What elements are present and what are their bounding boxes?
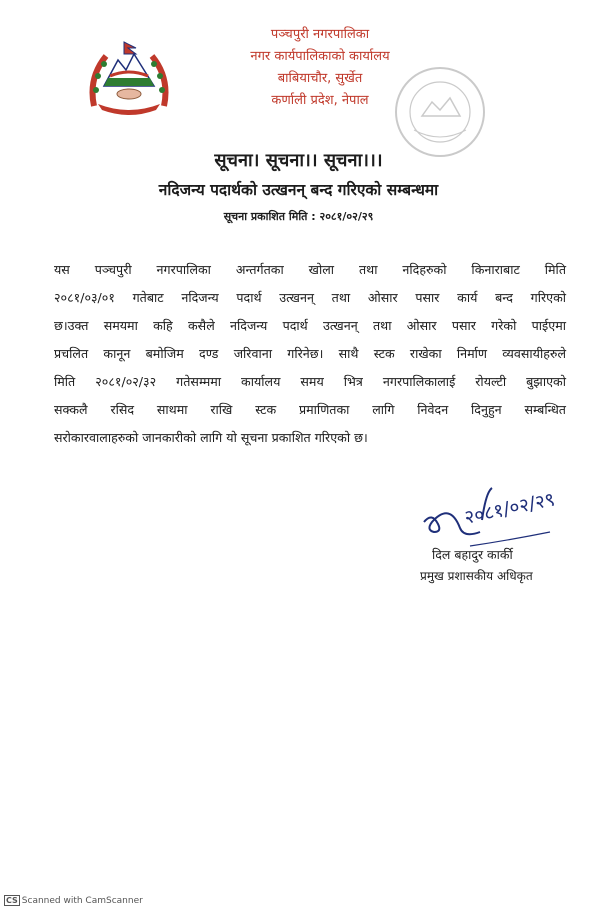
nepal-emblem-icon — [86, 38, 172, 118]
notice-body — [54, 256, 566, 452]
scanner-text: Scanned with CamScanner — [21, 896, 143, 906]
body-line: सक्कलै रसिद साथमा राखि स्टक प्रमाणितका लागि निवेदन दिनुहुन सम्बन्धित — [54, 402, 566, 417]
body-line: २०८१/०३/०१ गतेबाट नदिजन्य पदार्थ उत्खनन् तथा ओसार पसार कार्य बन्द गरिएको — [54, 290, 566, 305]
province-country: कर्णाली प्रदेश, नेपाल — [271, 93, 369, 108]
handwritten-date: २०८१/०२/२९ — [462, 488, 557, 529]
body-line: मिति २०८१/०२/३२ गतेसम्ममा कार्यालय समय भित्र नगरपालिकालाई रोयल्टी बुझाएको — [54, 374, 566, 389]
body-line: छ।उक्त समयमा कहि कसैले नदिजन्य पदार्थ उत्खनन् तथा ओसार पसार गरेको पाईएमा — [54, 318, 566, 333]
body-line: यस पञ्चपुरी नगरपालिका अन्तर्गतका खोला तथा नदिहरुको किनाराबाट मिति — [54, 262, 566, 277]
office-address: बाबियाचौर, सुर्खेत — [277, 71, 363, 86]
handwritten-signature — [420, 482, 570, 552]
notice-title: सूचना। सूचना।। सूचना।।। — [214, 150, 383, 171]
signatory-title: प्रमुख प्रशासकीय अधिकृत — [420, 569, 533, 583]
body-line: प्रचलित कानून बमोजिम दण्ड जरिवाना गरिनेछ। साथै स्टक राखेका निर्माण व्यवसायीहरुले — [54, 346, 566, 361]
office-name: नगर कार्यपालिकाको कार्यालय — [250, 49, 390, 64]
signatory-name: दिल बहादुर कार्की — [432, 547, 513, 562]
scanner-watermark — [4, 895, 143, 906]
publish-date: सूचना प्रकाशित मिति : २०८१/०२/२९ — [223, 210, 374, 223]
camscanner-logo-icon: CS — [6, 896, 18, 905]
municipality-name: पञ्चपुरी नगरपालिका — [270, 27, 370, 42]
office-seal-icon — [392, 64, 488, 160]
body-line: सरोकारवालाहरुको जानकारीको लागि यो सूचना प्रकाशित गरिएको छ। — [54, 430, 368, 445]
notice-subject: नदिजन्य पदार्थको उत्खनन् बन्द गरिएको सम्बन्धमा — [158, 181, 439, 199]
